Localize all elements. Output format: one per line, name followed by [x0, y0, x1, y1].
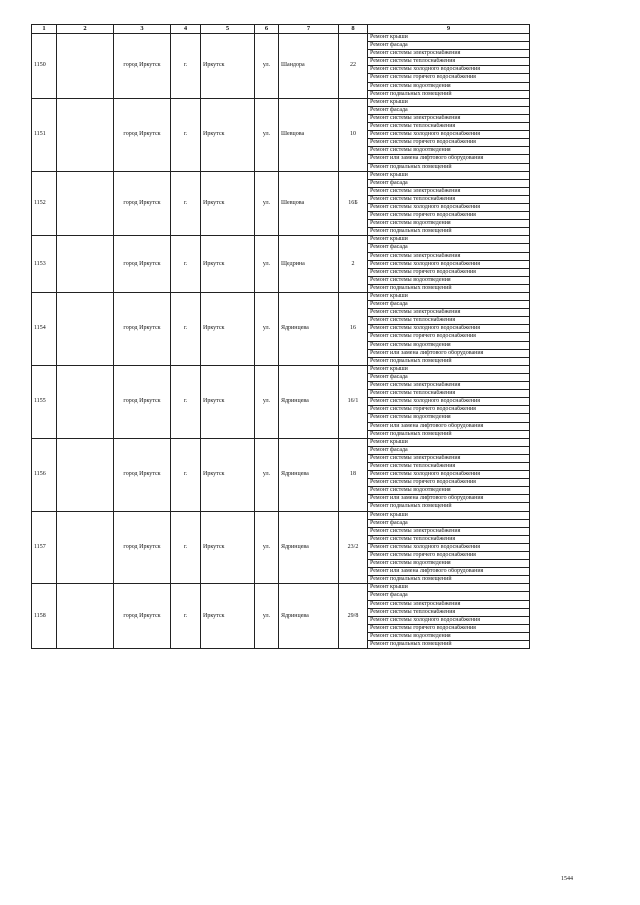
work-item: Ремонт системы теплоснабжения [368, 317, 530, 325]
work-item: Ремонт системы электроснабжения [368, 382, 530, 390]
work-item: Ремонт системы водоотведения [368, 560, 530, 568]
house-number: 16Б [339, 171, 368, 236]
work-item: Ремонт подвальных помещений [368, 503, 530, 511]
work-item: Ремонт системы электроснабжения [368, 114, 530, 122]
work-item: Ремонт системы холодного водоснабжения [368, 131, 530, 139]
record-number: 1158 [32, 584, 57, 649]
work-item: Ремонт системы горячего водоснабжения [368, 479, 530, 487]
house-number: 22 [339, 34, 368, 99]
work-item: Ремонт системы электроснабжения [368, 50, 530, 58]
empty-cell [57, 236, 114, 293]
house-number: 16/1 [339, 365, 368, 438]
work-item: Ремонт системы электроснабжения [368, 252, 530, 260]
table-body [32, 34, 530, 649]
work-item: Ремонт фасада [368, 42, 530, 50]
street-type: ул. [255, 98, 279, 171]
street-type: ул. [255, 236, 279, 293]
city-type: г. [171, 98, 201, 171]
empty-cell [57, 584, 114, 649]
work-item: Ремонт или замена лифтового оборудования [368, 155, 530, 163]
table-row [32, 511, 530, 519]
empty-cell [57, 98, 114, 171]
col-header: 7 [279, 25, 339, 34]
city-name: Иркутск [201, 584, 255, 649]
work-item: Ремонт крыши [368, 584, 530, 592]
city-name: Иркутск [201, 438, 255, 511]
empty-cell [57, 365, 114, 438]
settlement: город Иркутск [114, 236, 171, 293]
work-item: Ремонт системы теплоснабжения [368, 123, 530, 131]
city-type: г. [171, 236, 201, 293]
work-item: Ремонт фасада [368, 446, 530, 454]
work-item: Ремонт подвальных помещений [368, 284, 530, 292]
work-item: Ремонт системы холодного водоснабжения [368, 616, 530, 624]
settlement: город Иркутск [114, 511, 171, 584]
settlement: город Иркутск [114, 34, 171, 99]
city-type: г. [171, 171, 201, 236]
work-item: Ремонт крыши [368, 34, 530, 42]
work-item: Ремонт подвальных помещений [368, 90, 530, 98]
street-name: Ядринцева [279, 293, 339, 366]
work-item: Ремонт крыши [368, 365, 530, 373]
city-name: Иркутск [201, 34, 255, 99]
work-item: Ремонт или замена лифтового оборудования [368, 422, 530, 430]
record-number: 1157 [32, 511, 57, 584]
work-item: Ремонт фасада [368, 244, 530, 252]
work-item: Ремонт системы теплоснабжения [368, 462, 530, 470]
street-type: ул. [255, 438, 279, 511]
settlement: город Иркутск [114, 293, 171, 366]
page-number: 1544 [561, 876, 573, 882]
city-name: Иркутск [201, 365, 255, 438]
work-item: Ремонт системы холодного водоснабжения [368, 398, 530, 406]
record-number: 1150 [32, 34, 57, 99]
street-name: Шандора [279, 34, 339, 99]
city-name: Иркутск [201, 98, 255, 171]
work-item: Ремонт системы теплоснабжения [368, 195, 530, 203]
work-item: Ремонт системы водоотведения [368, 82, 530, 90]
work-item: Ремонт системы горячего водоснабжения [368, 624, 530, 632]
table-row [32, 293, 530, 301]
street-type: ул. [255, 584, 279, 649]
col-header: 1 [32, 25, 57, 34]
work-item: Ремонт крыши [368, 171, 530, 179]
city-name: Иркутск [201, 236, 255, 293]
col-header: 6 [255, 25, 279, 34]
work-item: Ремонт крыши [368, 293, 530, 301]
record-number: 1151 [32, 98, 57, 171]
house-number: 2 [339, 236, 368, 293]
work-item: Ремонт системы горячего водоснабжения [368, 333, 530, 341]
work-item: Ремонт системы холодного водоснабжения [368, 260, 530, 268]
settlement: город Иркутск [114, 438, 171, 511]
empty-cell [57, 293, 114, 366]
street-type: ул. [255, 34, 279, 99]
work-item: Ремонт системы теплоснабжения [368, 390, 530, 398]
street-name: Ядринцева [279, 511, 339, 584]
work-item: Ремонт системы водоотведения [368, 487, 530, 495]
street-name: Щедрина [279, 236, 339, 293]
work-item: Ремонт системы теплоснабжения [368, 535, 530, 543]
empty-cell [57, 171, 114, 236]
city-type: г. [171, 34, 201, 99]
city-type: г. [171, 511, 201, 584]
street-name: Ядринцева [279, 438, 339, 511]
col-header: 8 [339, 25, 368, 34]
work-item: Ремонт системы электроснабжения [368, 454, 530, 462]
work-item: Ремонт подвальных помещений [368, 228, 530, 236]
work-item: Ремонт системы горячего водоснабжения [368, 74, 530, 82]
work-item: Ремонт системы холодного водоснабжения [368, 203, 530, 211]
city-type: г. [171, 584, 201, 649]
work-item: Ремонт крыши [368, 98, 530, 106]
work-item: Ремонт системы горячего водоснабжения [368, 212, 530, 220]
work-item: Ремонт системы электроснабжения [368, 187, 530, 195]
work-item: Ремонт системы электроснабжения [368, 309, 530, 317]
record-number: 1152 [32, 171, 57, 236]
city-name: Иркутск [201, 511, 255, 584]
street-type: ул. [255, 365, 279, 438]
city-name: Иркутск [201, 171, 255, 236]
col-header: 9 [368, 25, 530, 34]
work-item: Ремонт системы водоотведения [368, 632, 530, 640]
street-name: Ядринцева [279, 584, 339, 649]
work-item: Ремонт фасада [368, 106, 530, 114]
work-item: Ремонт или замена лифтового оборудования [368, 495, 530, 503]
work-item: Ремонт системы водоотведения [368, 341, 530, 349]
work-item: Ремонт системы теплоснабжения [368, 58, 530, 66]
table-row [32, 365, 530, 373]
work-item: Ремонт системы холодного водоснабжения [368, 471, 530, 479]
empty-cell [57, 438, 114, 511]
table-row [32, 584, 530, 592]
work-item: Ремонт системы теплоснабжения [368, 608, 530, 616]
table-row [32, 98, 530, 106]
table-row [32, 34, 530, 42]
work-item: Ремонт системы холодного водоснабжения [368, 66, 530, 74]
work-item: Ремонт или замена лифтового оборудования [368, 349, 530, 357]
street-type: ул. [255, 293, 279, 366]
house-number: 29/8 [339, 584, 368, 649]
city-type: г. [171, 438, 201, 511]
house-number: 10 [339, 98, 368, 171]
settlement: город Иркутск [114, 365, 171, 438]
street-name: Шевцова [279, 171, 339, 236]
work-item: Ремонт системы водоотведения [368, 276, 530, 284]
settlement: город Иркутск [114, 584, 171, 649]
work-item: Ремонт крыши [368, 438, 530, 446]
work-item: Ремонт системы горячего водоснабжения [368, 552, 530, 560]
record-number: 1155 [32, 365, 57, 438]
street-name: Ядринцева [279, 365, 339, 438]
work-item: Ремонт системы холодного водоснабжения [368, 325, 530, 333]
work-item: Ремонт системы водоотведения [368, 220, 530, 228]
work-item: Ремонт подвальных помещений [368, 357, 530, 365]
work-item: Ремонт системы электроснабжения [368, 527, 530, 535]
work-item: Ремонт подвальных помещений [368, 430, 530, 438]
work-item: Ремонт фасада [368, 301, 530, 309]
record-number: 1154 [32, 293, 57, 366]
work-item: Ремонт фасада [368, 592, 530, 600]
work-item: Ремонт системы горячего водоснабжения [368, 268, 530, 276]
settlement: город Иркутск [114, 98, 171, 171]
work-item: Ремонт системы водоотведения [368, 147, 530, 155]
table-row [32, 438, 530, 446]
record-number: 1156 [32, 438, 57, 511]
house-number: 18 [339, 438, 368, 511]
work-item: Ремонт фасада [368, 519, 530, 527]
work-item: Ремонт системы горячего водоснабжения [368, 139, 530, 147]
work-item: Ремонт фасада [368, 373, 530, 381]
col-header: 2 [57, 25, 114, 34]
house-number: 16 [339, 293, 368, 366]
col-header: 3 [114, 25, 171, 34]
col-header: 5 [201, 25, 255, 34]
work-item: Ремонт системы горячего водоснабжения [368, 406, 530, 414]
work-item: Ремонт системы электроснабжения [368, 600, 530, 608]
city-type: г. [171, 365, 201, 438]
street-type: ул. [255, 511, 279, 584]
col-header: 4 [171, 25, 201, 34]
city-type: г. [171, 293, 201, 366]
header-row [32, 25, 530, 34]
table-row [32, 236, 530, 244]
work-item: Ремонт подвальных помещений [368, 641, 530, 649]
record-number: 1153 [32, 236, 57, 293]
work-item: Ремонт крыши [368, 511, 530, 519]
work-item: Ремонт системы холодного водоснабжения [368, 543, 530, 551]
city-name: Иркутск [201, 293, 255, 366]
house-number: 23/2 [339, 511, 368, 584]
work-item: Ремонт системы водоотведения [368, 414, 530, 422]
work-item: Ремонт подвальных помещений [368, 163, 530, 171]
street-name: Шевцова [279, 98, 339, 171]
work-item: Ремонт подвальных помещений [368, 576, 530, 584]
work-item: Ремонт или замена лифтового оборудования [368, 568, 530, 576]
empty-cell [57, 34, 114, 99]
table-row [32, 171, 530, 179]
work-item: Ремонт крыши [368, 236, 530, 244]
settlement: город Иркутск [114, 171, 171, 236]
street-type: ул. [255, 171, 279, 236]
empty-cell [57, 511, 114, 584]
work-item: Ремонт фасада [368, 179, 530, 187]
register-table [31, 24, 530, 649]
